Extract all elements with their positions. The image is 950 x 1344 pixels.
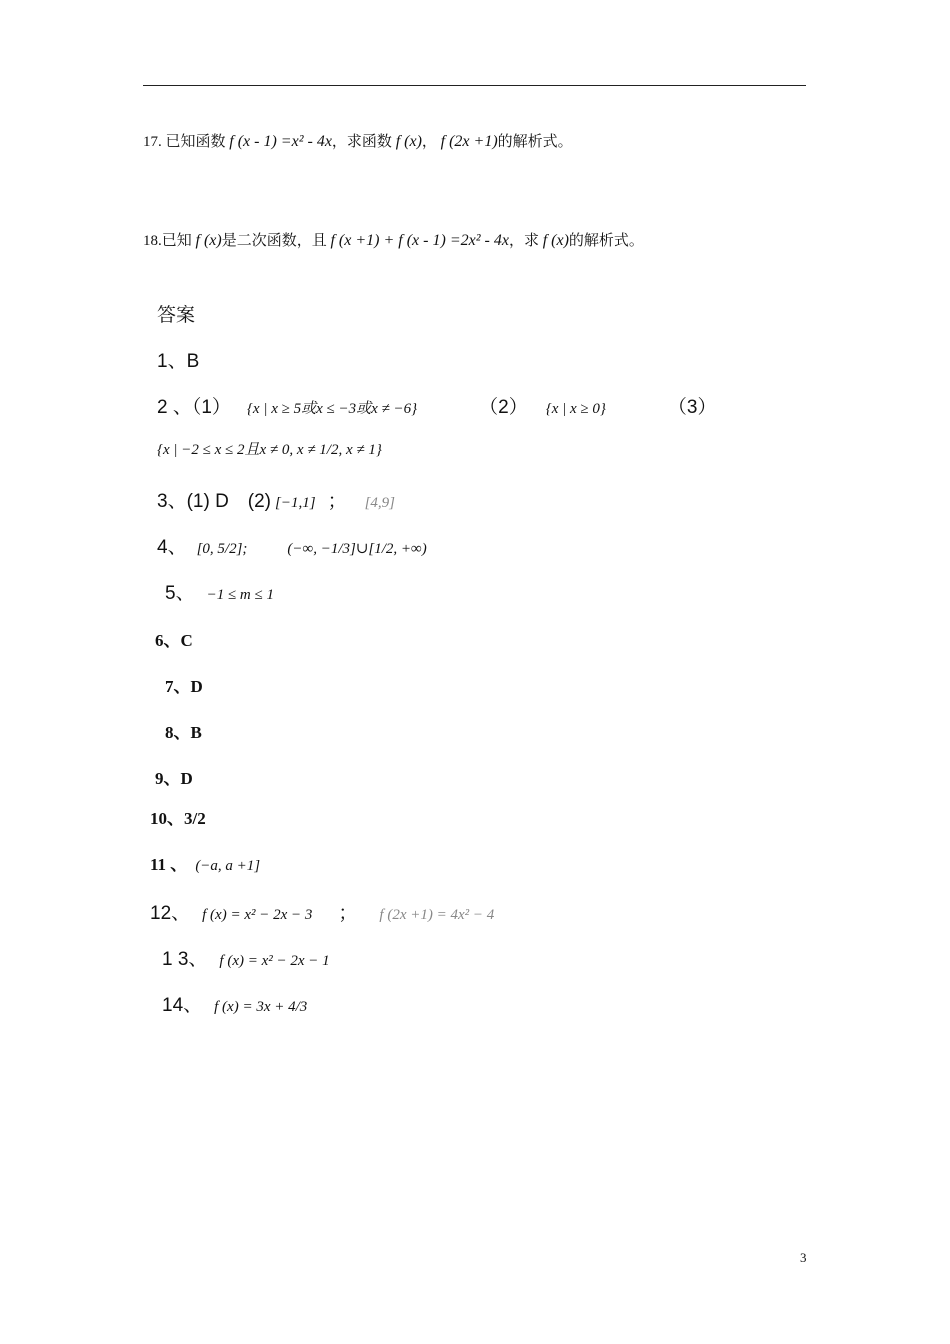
- answer-12-part-2: f (2x +1) = 4x² − 4: [379, 907, 495, 923]
- question-18: [143, 229, 644, 250]
- answer-5-part-1: −1 ≤ m ≤ 1: [206, 587, 274, 603]
- answer-3-separator: ；: [327, 491, 347, 512]
- q17-fx: f (x): [395, 133, 422, 150]
- answer-10: 10、3/2: [150, 809, 206, 828]
- q18-fx: f (x): [195, 232, 222, 249]
- answer-2-label-2: （2）: [479, 397, 528, 418]
- q17-text-1: 已知函数: [165, 134, 226, 150]
- answer-4-part-1: [0, 5/2];: [196, 541, 248, 557]
- answer-5-label: 5、: [165, 583, 195, 604]
- answer-5: [165, 578, 274, 605]
- answer-12-label: 12、: [150, 903, 191, 924]
- answer-14-label: 14、: [162, 995, 203, 1016]
- q18-text-1: 已知: [161, 233, 192, 249]
- answer-2-part-2: {x | x ≥ 0}: [545, 401, 606, 417]
- answers-heading: 答案: [157, 305, 196, 326]
- answer-14-part-1: f (x) = 3x + 4/3: [214, 999, 308, 1015]
- q18-number: 18.: [143, 233, 162, 249]
- page-number: 3: [800, 1250, 807, 1265]
- answer-6: 6、C: [155, 631, 193, 650]
- answer-12-part-1: f (x) = x² − 2x − 3: [202, 907, 313, 923]
- answer-4-part-2: (−∞, −1/3]∪[1/2, +∞): [287, 541, 427, 557]
- q17-text-3: ，: [421, 134, 437, 150]
- header-rule: [143, 85, 806, 86]
- answer-9: 9、D: [155, 769, 193, 788]
- answer-8: 8、B: [165, 723, 202, 742]
- answer-2-part-3: {x | −2 ≤ x ≤ 2且x ≠ 0, x ≠ 1/2, x ≠ 1}: [157, 442, 382, 458]
- answer-12-separator: ；: [338, 903, 358, 924]
- q18-fx-2: f (x): [542, 232, 569, 249]
- answer-12: [150, 898, 494, 925]
- q17-number: 17.: [143, 134, 162, 150]
- answer-14: [162, 990, 307, 1017]
- q17-equation: f (x - 1) =x² - 4x: [229, 133, 332, 150]
- answer-3-part-2: [4,9]: [364, 495, 396, 511]
- q18-text-2: 是二次函数，且: [221, 233, 327, 249]
- q17-f2x1: f (2x +1): [440, 133, 498, 150]
- answer-11: [150, 850, 260, 875]
- answer-1: 1、B: [157, 351, 200, 372]
- q18-equation: f (x +1) + f (x - 1) =2x² - 4x: [330, 232, 509, 249]
- answer-2-label: 2 、（1）: [157, 397, 231, 418]
- answer-11-label: 11 、: [150, 855, 188, 874]
- q17-text-2: ，求函数: [331, 134, 392, 150]
- answer-13-label: 1 3、: [162, 949, 208, 970]
- answer-3-label: 3、(1) D (2): [157, 491, 272, 512]
- answer-4: [157, 532, 427, 559]
- answer-3-part-1: [−1,1]: [275, 495, 316, 511]
- answer-13-part-1: f (x) = x² − 2x − 1: [219, 953, 330, 969]
- answer-2-label-3: （3）: [667, 397, 717, 418]
- q17-text-4: 的解析式。: [497, 134, 573, 150]
- question-17: [143, 130, 573, 151]
- q18-text-3: ，求: [508, 233, 539, 249]
- answer-2: [157, 392, 716, 419]
- answer-11-part-1: (−a, a +1]: [195, 858, 261, 874]
- answer-4-label: 4、: [157, 537, 187, 558]
- q18-text-4: 的解析式。: [568, 233, 644, 249]
- answer-7: 7、D: [165, 677, 203, 696]
- answer-3: [157, 486, 395, 513]
- answer-2-part-1: {x | x ≥ 5或x ≤ −3或x ≠ −6}: [246, 401, 418, 417]
- answer-13: [162, 944, 330, 971]
